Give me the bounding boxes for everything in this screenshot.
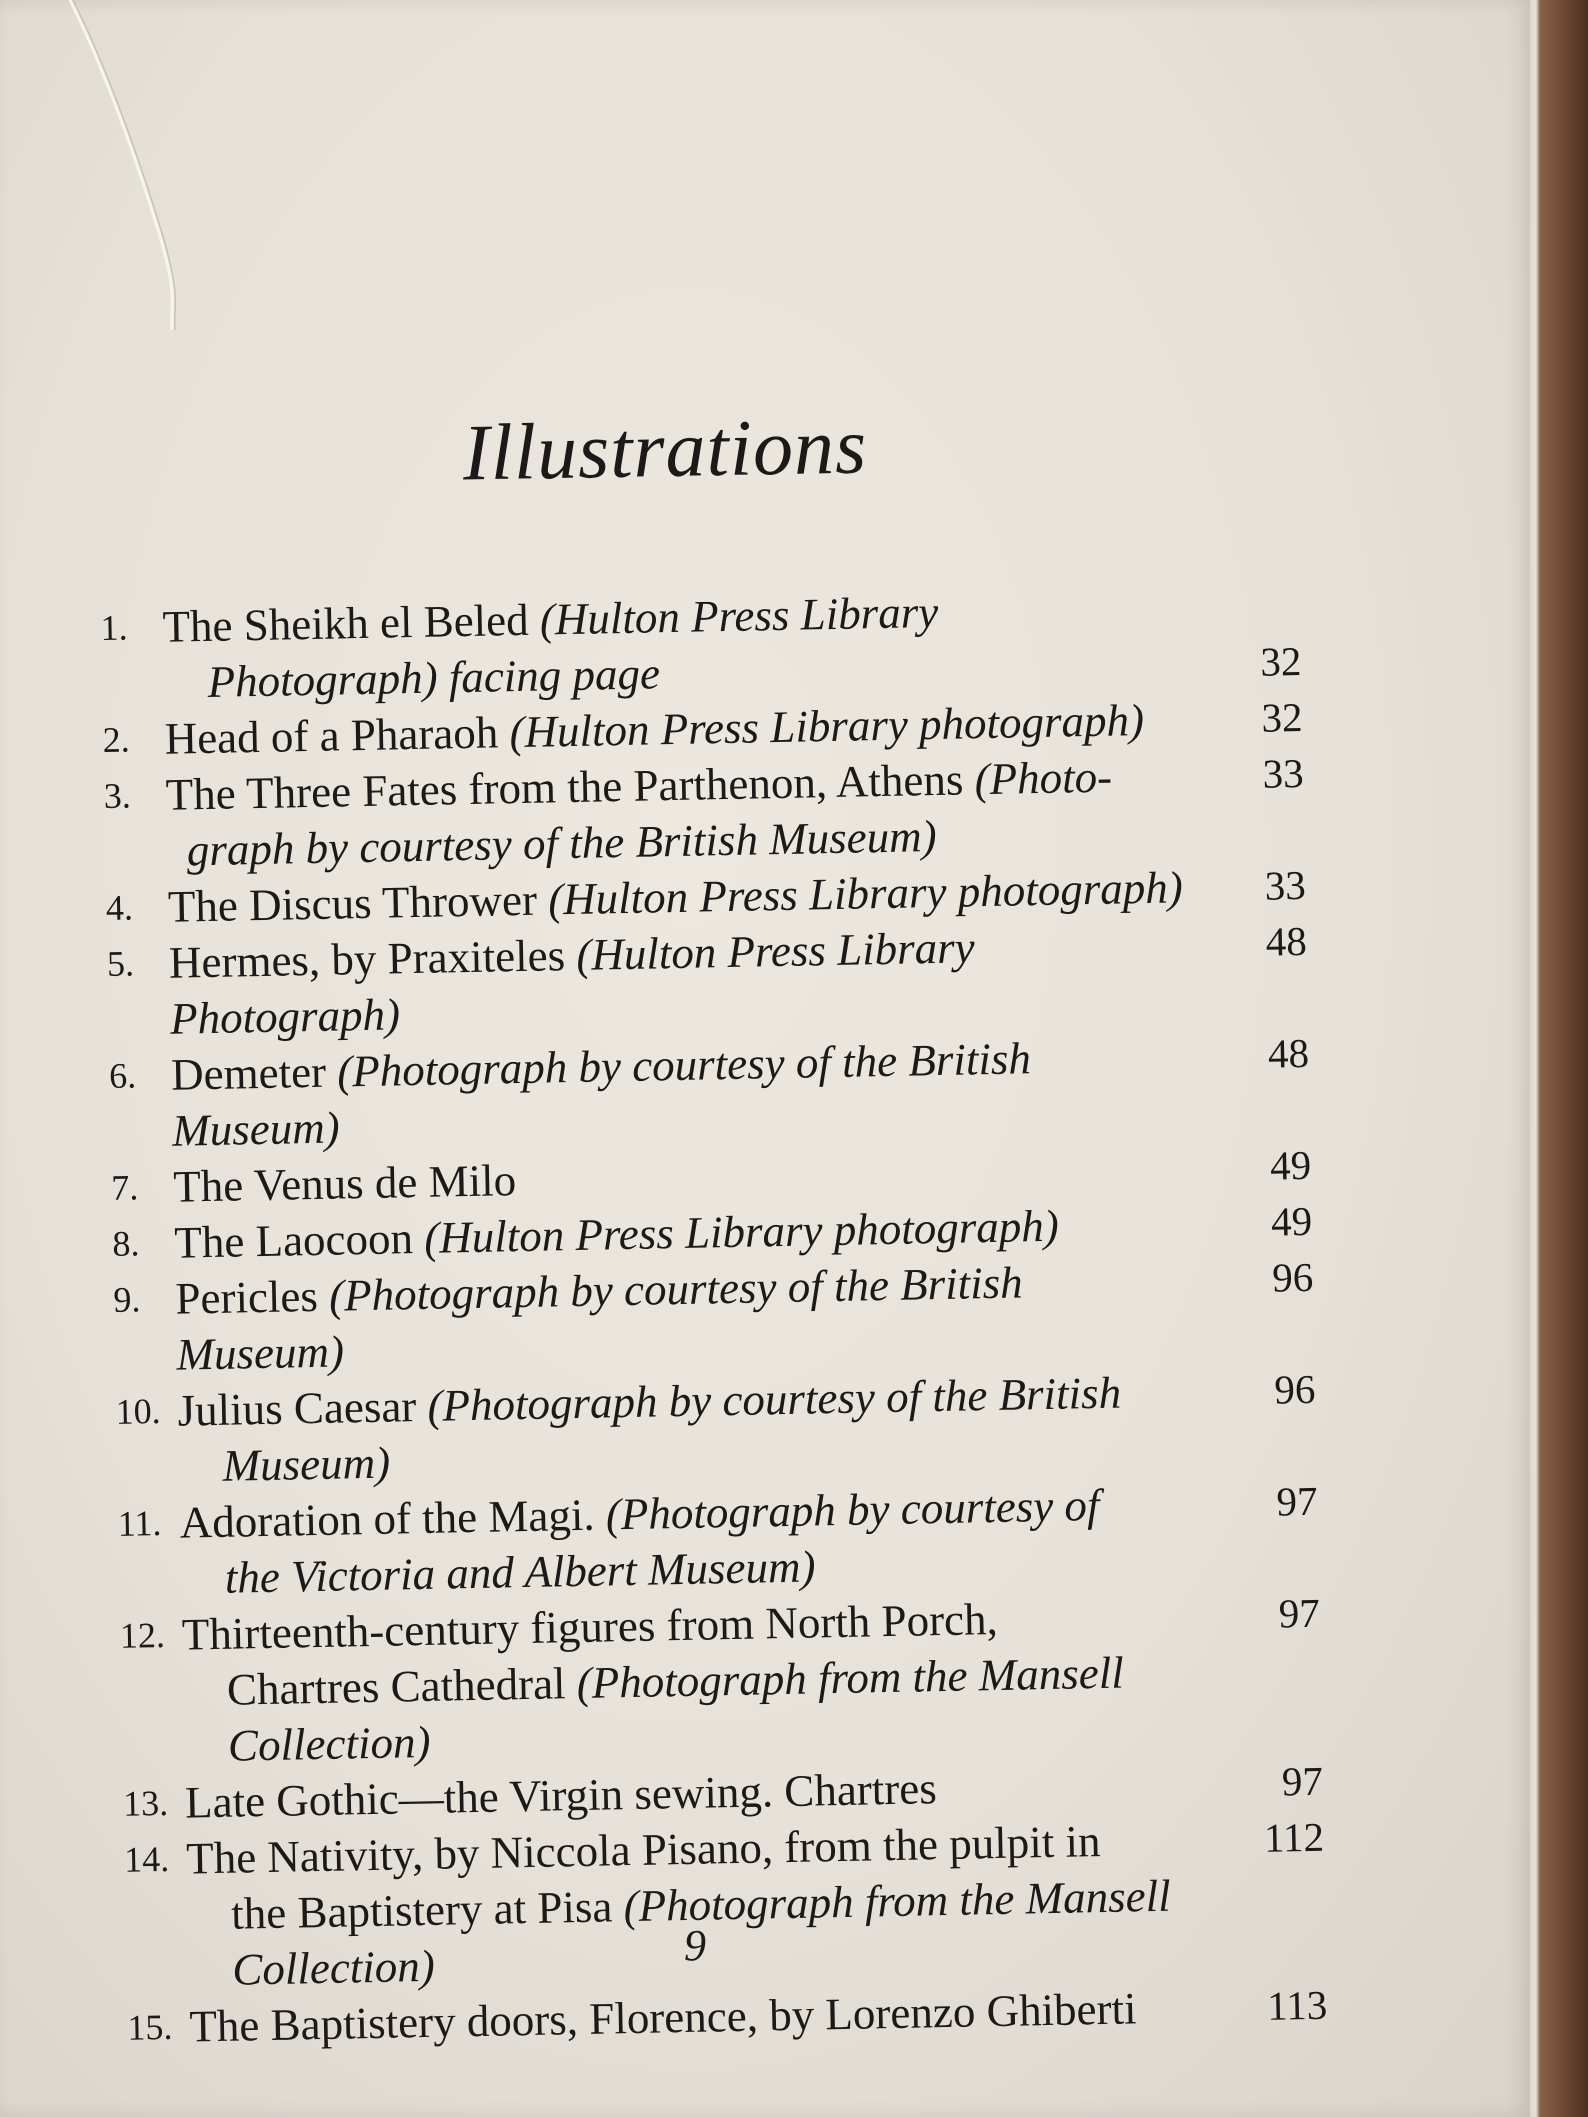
item-title: Head of a Pharaoh bbox=[164, 707, 499, 764]
item-title: The Venus de Milo bbox=[172, 1155, 517, 1212]
item-title: Late Gothic—the Virgin sewing. Chartres bbox=[184, 1763, 938, 1828]
item-page-number: 33 bbox=[1264, 861, 1307, 909]
item-title-continued: the Baptistery at Pisa bbox=[230, 1881, 613, 1939]
item-credit-continued: graph by courtesy of the British Museum) bbox=[186, 810, 938, 876]
item-page-number: 96 bbox=[1271, 1253, 1314, 1301]
item-credit-continued: Collection) bbox=[227, 1716, 431, 1771]
item-number: 10. bbox=[115, 1390, 161, 1432]
page-title: Illustrations bbox=[462, 402, 868, 498]
item-number: 4. bbox=[105, 887, 134, 928]
item-page-number: 32 bbox=[1259, 637, 1302, 685]
facing-page-label: facing page bbox=[448, 648, 661, 703]
item-credit: (Photograph by courtesy of bbox=[605, 1479, 1100, 1540]
item-entry bbox=[175, 1251, 1205, 1383]
item-page-number: 97 bbox=[1281, 1757, 1324, 1805]
item-credit-continued: the Victoria and Albert Museum) bbox=[224, 1541, 816, 1603]
item-credit: (Hulton Press Library bbox=[539, 586, 939, 645]
item-credit: (Photograph from the Mansell bbox=[623, 1870, 1172, 1932]
item-entry bbox=[171, 1027, 1201, 1159]
item-title: Thirteenth-century figures from North Porch, bbox=[181, 1593, 999, 1660]
item-title: Adoration of the Magi. bbox=[179, 1489, 596, 1548]
item-credit: (Photo- bbox=[974, 751, 1113, 805]
item-credit: (Hulton Press Library photograph) bbox=[509, 694, 1145, 758]
item-number: 11. bbox=[117, 1502, 162, 1544]
item-page-number: 33 bbox=[1262, 749, 1304, 797]
item-title: Pericles bbox=[174, 1270, 319, 1324]
item-entry bbox=[162, 579, 1192, 711]
item-credit: (Photograph by courtesy of the British Museum) bbox=[176, 1257, 1024, 1380]
item-page-number: 112 bbox=[1263, 1813, 1325, 1861]
paper-crease bbox=[60, 0, 180, 330]
item-number: 13. bbox=[122, 1782, 169, 1824]
item-page-number: 48 bbox=[1265, 917, 1308, 965]
item-number: 9. bbox=[113, 1279, 141, 1320]
item-title: The Three Fates from the Parthenon, Athens bbox=[165, 754, 964, 820]
item-title: Hermes, by Praxiteles bbox=[168, 930, 566, 988]
item-number: 2. bbox=[102, 719, 131, 760]
item-credit: (Hulton Press Library photograph) bbox=[423, 1200, 1060, 1263]
item-entry bbox=[179, 1475, 1209, 1607]
item-page-number: 96 bbox=[1273, 1365, 1316, 1413]
item-title: The Discus Thrower bbox=[167, 874, 538, 932]
illustrations-list bbox=[100, 577, 1328, 2056]
item-page-number: 49 bbox=[1270, 1197, 1313, 1245]
item-entry bbox=[177, 1363, 1207, 1495]
item-page-number: 113 bbox=[1266, 1981, 1328, 2029]
item-title: The Baptistery doors, Florence, by Lorenzo Ghiberti bbox=[188, 1983, 1137, 2052]
item-title: Julius Caesar bbox=[177, 1381, 417, 1436]
item-number: 3. bbox=[103, 775, 132, 816]
item-title: The Laocoon bbox=[173, 1213, 414, 1268]
item-number: 14. bbox=[123, 1838, 170, 1880]
item-page-number: 48 bbox=[1267, 1029, 1310, 1077]
item-credit: (Hulton Press Library photograph) bbox=[547, 862, 1184, 925]
item-credit-continued: Photograph) bbox=[207, 652, 439, 707]
item-entry bbox=[168, 915, 1198, 1047]
item-page-number: 97 bbox=[1278, 1589, 1321, 1637]
item-number: 15. bbox=[127, 2006, 173, 2048]
folio-page-number: 9 bbox=[684, 1921, 706, 1970]
item-credit: (Photograph from the Mansell bbox=[576, 1647, 1125, 1709]
item-page-number: 49 bbox=[1269, 1141, 1312, 1189]
list-item bbox=[124, 1809, 1327, 2000]
item-credit: (Photograph by courtesy of the British Museum) bbox=[171, 1033, 1032, 1156]
item-entry bbox=[165, 747, 1195, 879]
item-number: 1. bbox=[100, 607, 128, 648]
item-number: 7. bbox=[110, 1167, 139, 1208]
item-number: 5. bbox=[106, 943, 135, 984]
item-title: Demeter bbox=[170, 1046, 327, 1100]
item-credit: (Photograph by courtesy of the British bbox=[427, 1367, 1122, 1431]
item-title: The Sheikh el Beled bbox=[162, 594, 530, 652]
item-number: 12. bbox=[119, 1614, 166, 1656]
item-number: 8. bbox=[111, 1223, 140, 1264]
item-title-continued: Chartres Cathedral bbox=[226, 1658, 566, 1715]
item-credit-continued: Collection) bbox=[231, 1940, 436, 1995]
list-item bbox=[119, 1585, 1322, 1776]
item-number: 6. bbox=[108, 1055, 137, 1096]
item-page-number: 97 bbox=[1276, 1477, 1318, 1525]
item-credit-continued: Museum) bbox=[222, 1437, 391, 1491]
item-credit: (Hulton Press Library Photograph) bbox=[169, 922, 976, 1044]
item-entry bbox=[181, 1587, 1212, 1775]
item-page-number: 32 bbox=[1261, 693, 1303, 741]
item-title: The Nativity, by Niccola Pisano, from the pulpit in bbox=[185, 1816, 1101, 1884]
